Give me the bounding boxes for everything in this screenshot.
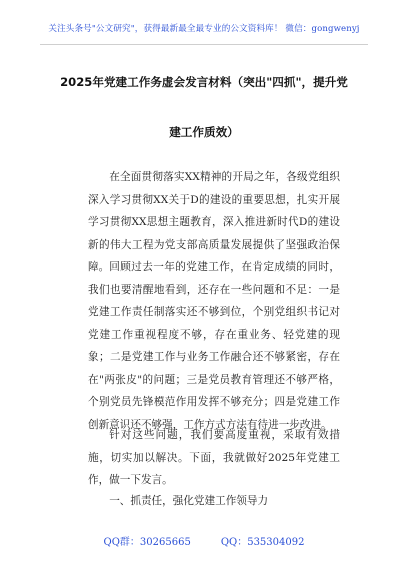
body-paragraph: 在全面贯彻落实XX精神的开局之年，各级党组织深入学习贯彻XX关于D的建设的重要思想，扎实开展学习贯彻XX思想主题教育，深入推进新时代D的建设新的伟大工程为党支部高质量发展提供了坚强政治保障。 (88, 171, 340, 273)
header-divider (40, 44, 368, 45)
footer-qq: QQ：535304092 (220, 537, 305, 548)
document-title-line-1: 2025年党建工作务虚会发言材料（突出"四抓"，提升党 (60, 75, 348, 89)
body-paragraph: 针对这些问题，我们要高度重视，采取有效措施，切实加以解决。下面，我就做好2025年党建工作，做一下发言。 (88, 429, 340, 486)
footer-contact (0, 533, 408, 548)
footer-qq-group: QQ群：30265665 (103, 537, 191, 548)
document-title-line-2: 建工作质效） (169, 125, 239, 139)
header-banner: 关注头条号"公文研究"，获得最新最全最专业的公文资料库！ 微信：gongwenyj (48, 24, 360, 34)
section-heading: 一、抓责任，强化党建工作领导力 (109, 495, 269, 507)
body-paragraph: 回顾过去一年的党建工作，在肯定成绩的同时，我们也要清醒地看到，还存在一些问题和不足：一是党建工作责任制落实还不够到位，个别党组织书记对党建工作重视程度不够，存在重业务、轻党建的现象；二是党建工作与业务工作融合还不够紧密，存在在"两张皮"的问题；三是党员教育管理还不够严格，个别党员先锋模范作用发挥不够充分；四是党建工作创新意识还不够强，工作方式方法有待进一步改进。 (88, 261, 340, 431)
